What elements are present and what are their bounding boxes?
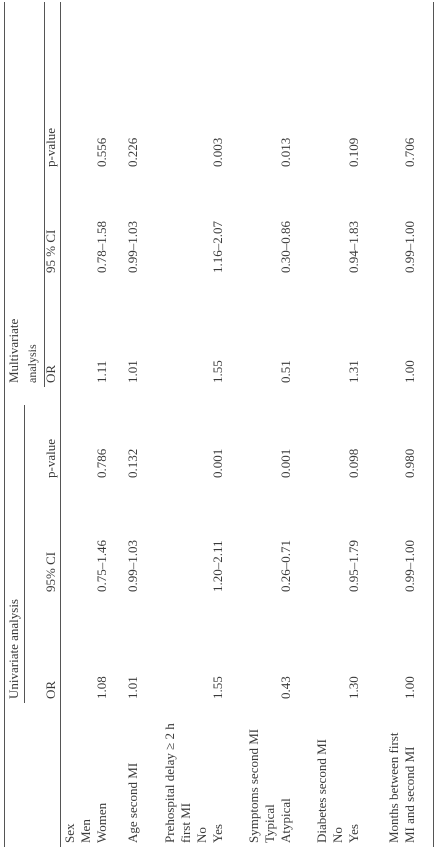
row-diabetes-p-multi: 0.109	[346, 137, 361, 167]
row-months-ci-uni: 0.99–1.00	[402, 540, 417, 592]
univariate-header: Univariate analysis	[6, 599, 21, 699]
row-diabetes-label-3: Yes	[346, 824, 361, 843]
row-diabetes-label-1: Diabetes second MI	[314, 739, 329, 843]
row-symptoms-label-3: Atypical	[278, 798, 293, 843]
col-header-ci-uni: 95% CI	[43, 551, 58, 592]
row-diabetes-label-2: No	[330, 827, 345, 843]
row-age-p-multi: 0.226	[125, 137, 140, 167]
row-delay-label-3: No	[194, 827, 209, 843]
row-age-or-uni: 1.01	[125, 676, 140, 699]
row-symptoms-p-multi: 0.013	[278, 137, 293, 167]
row-delay-or-uni: 1.55	[210, 676, 225, 699]
row-age-ci-uni: 0.99–1.03	[125, 540, 140, 592]
top-rule	[4, 2, 5, 847]
row-sex-label-3: Women	[94, 802, 109, 843]
row-diabetes-p-uni: 0.098	[346, 448, 361, 478]
row-age-label: Age second MI	[125, 762, 140, 843]
bottom-rule	[433, 2, 434, 847]
row-symptoms-p-uni: 0.001	[278, 448, 293, 478]
row-diabetes-or-multi: 1.31	[346, 360, 361, 383]
row-symptoms-ci-multi: 0.30–0.86	[278, 221, 293, 273]
row-sex-or-multi: 1.11	[94, 360, 109, 383]
row-delay-or-multi: 1.55	[210, 360, 225, 383]
row-months-label-2: MI and second MI	[402, 746, 417, 843]
row-symptoms-or-multi: 0.51	[278, 360, 293, 383]
row-months-ci-multi: 0.99–1.00	[402, 221, 417, 273]
col-header-ci-multi: 95 % CI	[43, 229, 58, 273]
row-diabetes-ci-multi: 0.94–1.83	[346, 221, 361, 273]
row-sex-ci-multi: 0.78–1.58	[94, 221, 109, 273]
col-header-p-uni: p-value	[43, 439, 58, 478]
row-sex-ci-uni: 0.75–1.46	[94, 540, 109, 592]
row-sex-label-1: Sex	[62, 823, 77, 843]
row-delay-label-4: Yes	[210, 824, 225, 843]
row-delay-label-1: Prehospital delay ≥ 2 h	[162, 723, 177, 843]
row-delay-ci-uni: 1.20–2.11	[210, 540, 225, 592]
header-bottom-rule	[60, 2, 61, 847]
row-delay-ci-multi: 1.16–2.07	[210, 221, 225, 273]
multivariate-header-line2: analysis	[25, 344, 39, 383]
row-months-p-uni: 0.980	[402, 448, 417, 478]
row-months-or-uni: 1.00	[402, 676, 417, 699]
row-symptoms-label-2: Typical	[262, 804, 277, 843]
row-symptoms-or-uni: 0.43	[278, 676, 293, 699]
col-header-p-multi: p-value	[43, 128, 58, 167]
row-delay-label-2: first MI	[178, 802, 193, 843]
row-months-label-1: Months between first	[386, 732, 401, 843]
multivariate-group-rule	[44, 2, 45, 387]
row-diabetes-or-uni: 1.30	[346, 676, 361, 699]
col-header-or-multi: OR	[43, 364, 58, 383]
row-diabetes-ci-uni: 0.95–1.79	[346, 540, 361, 592]
multivariate-header-line1: Multivariate	[6, 318, 21, 383]
row-delay-p-uni: 0.001	[210, 448, 225, 478]
row-age-p-uni: 0.132	[125, 448, 140, 478]
row-symptoms-label-1: Symptoms second MI	[246, 728, 261, 843]
row-sex-or-uni: 1.08	[94, 676, 109, 699]
row-sex-label-2: Men	[78, 819, 93, 843]
row-sex-p-multi: 0.556	[94, 137, 109, 167]
row-age-ci-multi: 0.99–1.03	[125, 221, 140, 273]
row-age-or-multi: 1.01	[125, 360, 140, 383]
row-delay-p-multi: 0.003	[210, 137, 225, 167]
col-header-or-uni: OR	[43, 680, 58, 699]
row-months-p-multi: 0.706	[402, 137, 417, 167]
univariate-group-rule	[24, 405, 25, 703]
row-months-or-multi: 1.00	[402, 360, 417, 383]
row-symptoms-ci-uni: 0.26–0.71	[278, 540, 293, 592]
row-sex-p-uni: 0.786	[94, 448, 109, 478]
